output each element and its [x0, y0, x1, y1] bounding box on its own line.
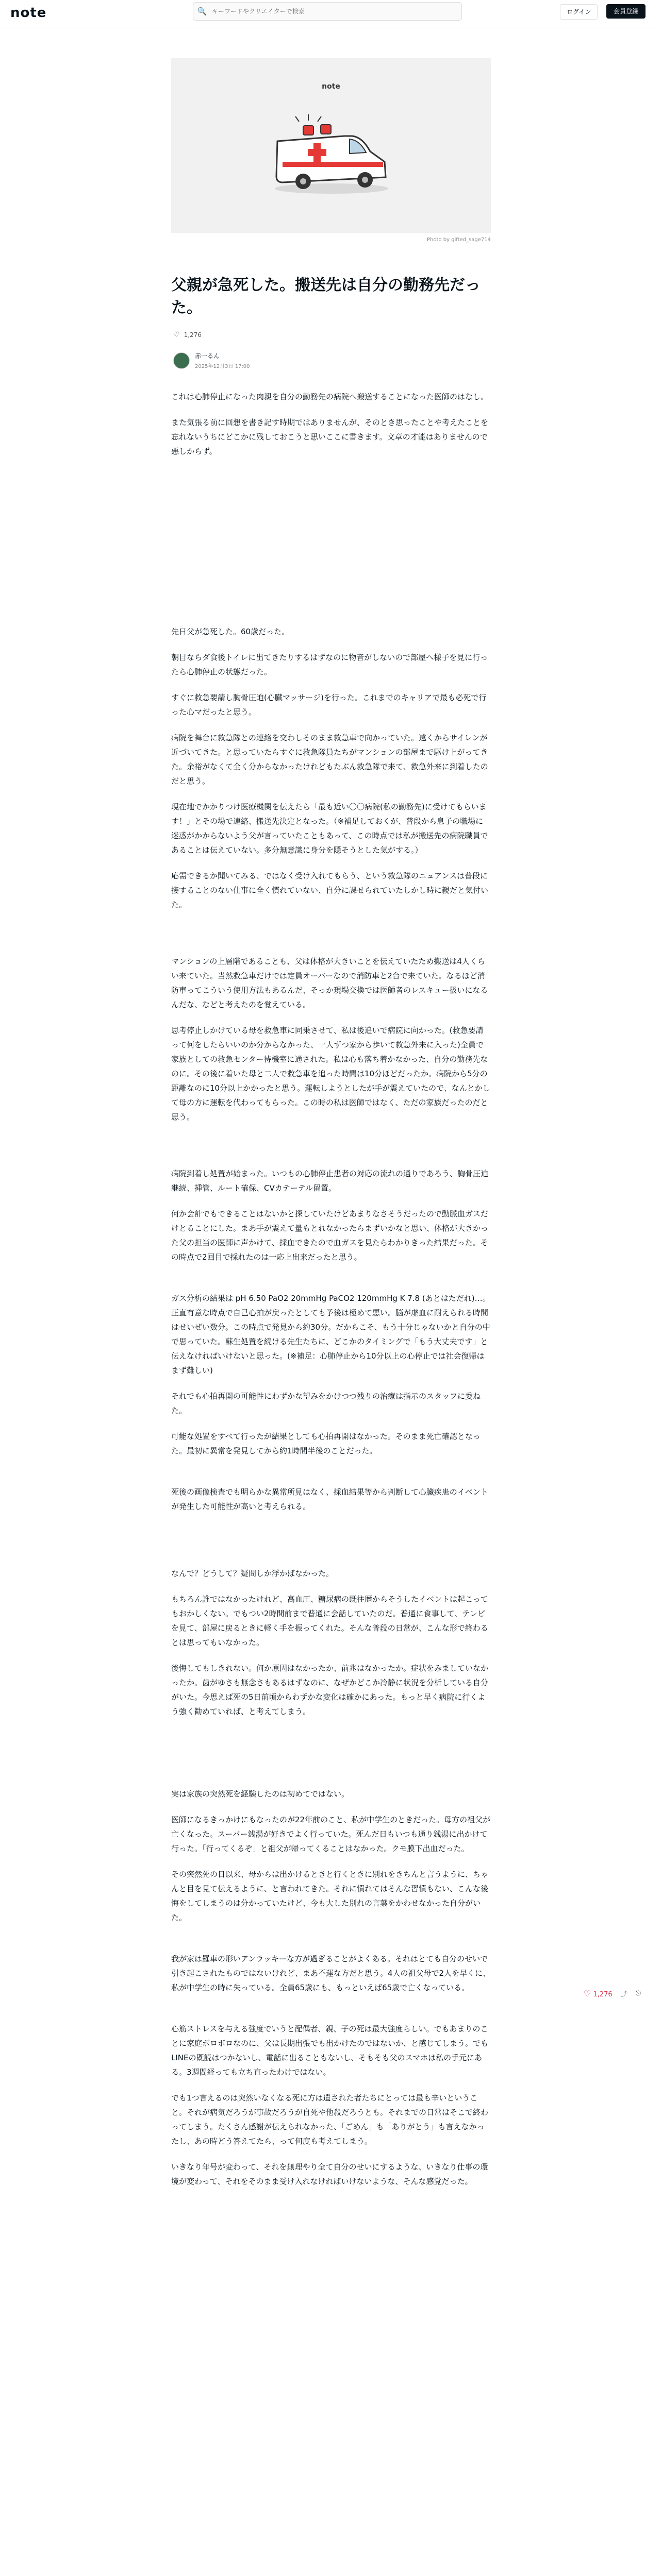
paragraph: 医師になるきっかけにもなったのが22年前のこと、私が中学生のときだった。母方の祖父が亡くなった。スーパー銭湯が好きでよく行っていた。死んだ日もいつも通り銭湯に出かけて行った。「行ってくるぞ」と祖父が帰ってくることはなかった。クモ膜下出血だった。 — [171, 1815, 491, 1853]
paragraph: 可能な処置をすべて行ったが結果としても心拍再開はなかった。そのまま死亡確認となった。最初に異常を発見してから約1時間半後のことだった。 — [171, 1432, 481, 1455]
paragraph: 思考停止しかけている母を救急車に同乗させて、私は後追いで病院に向かった。(救急要請って何をしたらいいのか分からなかった、一人ずつ家から歩いて救急外来に入った)全員で家族としての救急センター待機室に通された。私は心も落ち着かなかった、自分の勤務先なのに。その後に着いた母と二人で救急車を追った時間は10分ほどだったか。病院から5分の距離なのに10分以上かかったと思う。運転しようとしたが手が震えていたので、なんとかして母の方に運転を代わってもらった。この時の私は医師ではなく、ただの家族だったのだと思う。 — [171, 1026, 490, 1122]
paragraph: 病院を舞台に救急隊との連絡を交わしそのまま救急車で向かっていた。遠くからサイレンが近づいてきた。と思っていたらすぐに救急隊員たちがマンションの部屋まで駆け上がってきた。余裕がなくて全く分からなかったけれどもたぶん救急隊で来て、救急外来に到着したのだと思う。 — [171, 733, 488, 786]
like-count: 1,276 — [184, 331, 202, 338]
article-title: 父親が急死した。搬送先は自分の勤務先だった。 — [171, 276, 481, 317]
search-input[interactable] — [211, 7, 455, 15]
paragraph: すぐに救急要請し胸骨圧迫(心臓マッサージ)を行った。これまでのキャリアで最も必死で行った心マだったと思う。 — [171, 693, 487, 717]
paragraph: 何か会計でもできることはないかと探していたけどあまりなさそうだったので動脈血ガスだけとることにした。まあ手が震えて量もとれなかったらまずいかなと思い、体格が大きかった父の担当の医師に声かけて、採血できたので血ガスを見たらわかりきった結果だった。その時点で2回目で採れたのは一応上出来だったと思う。 — [171, 1209, 489, 1262]
floating-actions — [584, 1989, 641, 1998]
paragraph: 実は家族の突然死を経験したのは初めてではない。 — [171, 1789, 350, 1799]
paragraph: いきなり年号が変わって、それを無理やり全て自分のせいにするような、いきなり仕事の環境が変わって、それをそのまま受け入れなければいけないような、そんな感覚だった。 — [171, 2162, 488, 2186]
hero-image — [171, 58, 491, 233]
paragraph: それでも心拍再開の可能性にわずかな望みをかけつつ残りの治療は指示のスタッフに委ねた。 — [171, 1392, 481, 1415]
avatar[interactable] — [173, 352, 190, 369]
paragraph: マンションの上層階であることも、父は体格が大きいことを伝えていたため搬送は4人くらい来ていた。当然救急車だけでは定員オーバーなので消防車と2台で来ていた。なるほど消防車ってこういう使用方法もあるんだ、そっか現場交換では医師者のレスキュー扱いになるんだな、などと考えたのを覚えている。 — [171, 957, 488, 1009]
heart-icon[interactable]: ♡ — [584, 1989, 591, 1998]
paragraph: 心筋ストレスを与える強度でいうと配偶者、親、子の死は最大強度らしい。でもあまりのことに家庭ボロボロなのに、父は長期出張でも出かけたのではないか、と感じてしまう。でもLINEの既読はつかないし、電話に出ることもないし、そもそも父のスマホは私の手元にある。3週間経っても立ち直ったわけではない。 — [171, 2024, 489, 2077]
heart-icon[interactable]: ♡ — [173, 331, 180, 339]
article-body — [171, 389, 491, 2200]
search-box[interactable] — [193, 2, 462, 21]
author-name[interactable]: 赤一るん — [195, 352, 220, 360]
top-bar — [0, 0, 662, 27]
paragraph: もちろん誰ではなかったけれど、高血圧、糖尿病の既往歴からそうしたイベントは起こってもおかしくない。でもつい2時間前まで普通に会話していたのだ。普通に食事して、テレビを見て、部屋に戻るときに軽く手を振ってくれた。そんな普段の日常が、こんな形で終わるとは思ってもいなかった。 — [171, 1595, 488, 1647]
login-button[interactable]: ログイン — [560, 4, 598, 20]
search-icon: 🔍 — [197, 7, 207, 16]
paragraph: ガス分析の結果は pH 6.50 PaO2 20mmHg PaCO2 120mmHg K 7.8 (あとはただれ)…。正直有意な時点で自己心拍が戻ったとしても予後は極めて悪い。脳が虚血に耐えられる時間はせいぜい数分。この時点で発見から約30分。だからこそ、もう十分じゃないかと自分の中で思っていた。蘇生処置を続ける先生たちに、どこかのタイミングで「もう大丈夫です」と伝えなければいけないと思った。(※補足：心肺停止から10分以上の心停止では社会復帰はまず難しい) — [171, 1294, 490, 1375]
paragraph: 我が家は羅車の形いアンラッキーな方が過ぎることがよくある。それはとても自分のせいで引き起こされたものではないけれど、まあ不運な方だと思う。4人の祖父母で2人を早くに、私が中学生の時に失っている。全員65歳にも、もっといえば65歳で亡くなっている。 — [171, 1954, 491, 1992]
paragraph: これは心肺停止になった肉親を自分の勤務先の病院へ搬送することになった医師のはなし。 — [171, 392, 489, 401]
hero-note-label: note — [322, 82, 340, 91]
like-action[interactable] — [584, 1989, 613, 1998]
note-logo[interactable]: note — [10, 5, 47, 21]
share-icon[interactable]: ⤴ — [620, 1991, 627, 1998]
author-block[interactable] — [173, 351, 250, 369]
paragraph: また気張る前に回想を書き記す時期ではありませんが、そのとき思ったことや考えたことを忘れないうちにどこかに残しておこうと思いここに書きます。文章の才能はありませんので悪しからず。 — [171, 418, 489, 456]
bookmark-icon[interactable]: ⎋ — [635, 1990, 641, 1997]
paragraph: 死後の画像検査でも明らかな異常所見はなく、採血結果等から判断して心臓疾患のイベントが発生した可能性が高いと考えられる。 — [171, 1487, 488, 1511]
paragraph: 病院到着し処置が始まった。いつもの心肺停止患者の対応の流れの通りであろう、胸骨圧迫継続、挿管、ルート確保、CVカテーテル留置。 — [171, 1169, 489, 1193]
paragraph: 現在地でかかりつけ医療機関を伝えたら「最も近い〇〇病院(私の勤務先)に受けてもらいます！」とその場で連絡、搬送先決定となった。（※補足しておくが、普段から息子の職場に迷惑がかからないよう父が言っていたこともあって、この時点では私が搬送先の病院職員であることは伝えていない。多分無意識に身分を隠そうとした気がする。） — [171, 802, 488, 855]
ambulance-illustration — [267, 105, 396, 198]
paragraph: 朝目ならダ食後トイレに出てきたりするはずなのに物音がしないので部屋へ様子を見に行ったら心肺停止の状態だった。 — [171, 653, 488, 676]
paragraph: 応需できるか聞いてみる、ではなく受け入れてもらう、という救急隊のニュアンスは普段に接することのない仕事に全く慣れていない、自分に課せられていたしかし時に親だと気付いた。 — [171, 871, 489, 909]
like-row — [173, 331, 202, 339]
paragraph: その突然死の日以来、母からは出かけるときと行くときに別れをきちんと言うように、ちゃんと目を見て伝えるように、と言われてきた。それに慣れてはそんな習慣もない、こんな後悔をしてしまうのは分かっていたけど、今も大した別れの言葉をかわせなかった自分がいた。 — [171, 1870, 489, 1922]
paragraph: 先日父が急死した。60歳だった。 — [171, 627, 290, 636]
paragraph: 後悔してもしきれない。何か原因はなかったか、前兆はなかったか。症状をみましていなかったか。歯がゆさも無念さもあるはずなのに、なぜかどこか冷静に状況を分析している自分がいた。今思えば死の5日前頃からわずかな変化は確かにあった。もっと早く病院に行くよう強く勧めていれば、と考えてしまう。 — [171, 1664, 489, 1716]
paragraph: なんで？どうして？疑問しか浮かばなかった。 — [171, 1569, 334, 1578]
signup-button[interactable]: 会員登録 — [606, 4, 646, 19]
photo-credit: Photo by gifted_sage714 — [427, 237, 491, 243]
side-like-count: 1,276 — [593, 1991, 613, 1998]
paragraph: でも1つ言えるのは突然いなくなる死に方は遺された者たちにとっては最も辛いということ。それが病気だろうが事故だろうが自死や他殺だろうとも。それまでの日常はそこで終わってしまう。たくさん感謝が伝えられなかった、「ごめん」も「ありがとう」も言えなかったし、あの時どう答えてたら、って何度も考えてしまう。 — [171, 2093, 489, 2146]
post-date: 2025年12月3日 17:00 — [195, 364, 250, 369]
